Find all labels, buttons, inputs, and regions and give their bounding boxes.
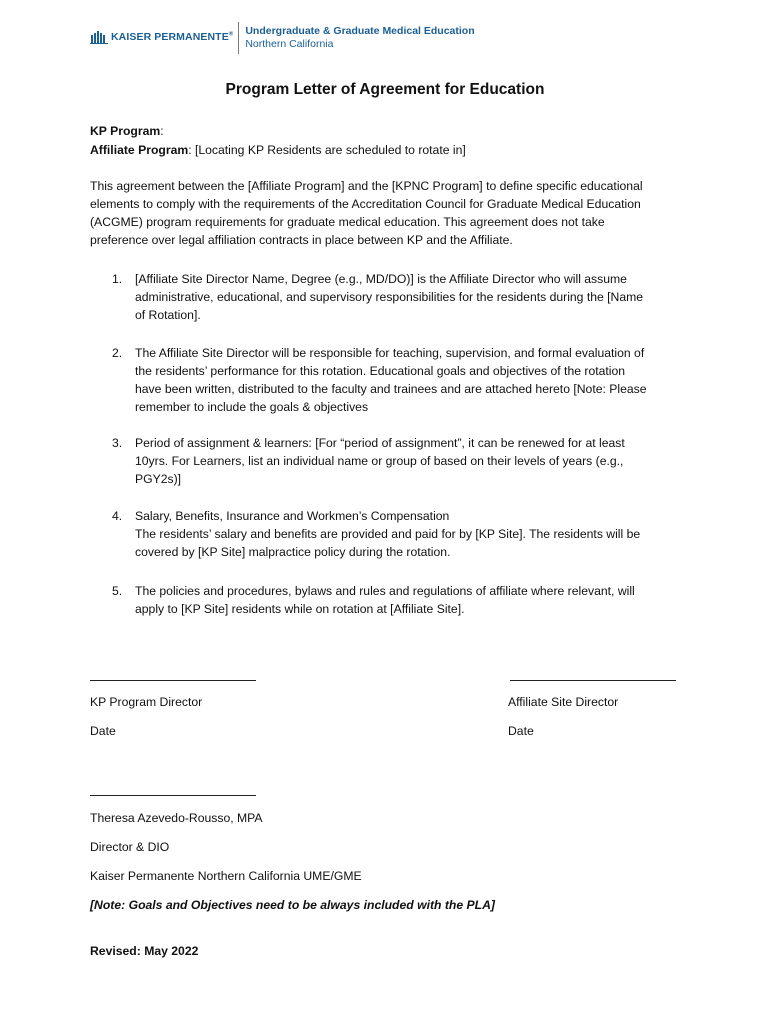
kp-director-signature-line — [90, 680, 256, 681]
dio-organization: Kaiser Permanente Northern California UME/GME — [90, 869, 362, 883]
kp-logo — [90, 30, 233, 44]
kp-program-label: KP Program — [90, 124, 161, 138]
affiliate-director-signature-line — [510, 680, 676, 681]
revised-date: Revised: May 2022 — [90, 944, 199, 958]
dio-name: Theresa Azevedo-Rousso, MPA — [90, 811, 263, 825]
kp-sunburst-icon — [90, 30, 108, 44]
affiliate-director-date-label: Date — [508, 724, 534, 738]
kp-program-field: KP Program: — [90, 124, 164, 138]
affiliate-program-label: Affiliate Program — [90, 143, 189, 157]
kp-director-title: KP Program Director — [90, 695, 203, 709]
dept-name: Undergraduate & Graduate Medical Education — [245, 25, 475, 37]
kp-director-date-label: Date — [90, 724, 116, 738]
affiliate-program-field — [90, 141, 466, 159]
dio-signature-line — [90, 795, 256, 796]
goals-note: [Note: Goals and Objectives need to be always included with the PLA] — [90, 898, 495, 912]
kp-wordmark: KAISER PERMANENTE® — [111, 31, 234, 43]
header-divider — [238, 22, 239, 54]
letterhead — [90, 22, 475, 56]
affiliate-director-title: Affiliate Site Director — [508, 695, 619, 709]
document-title: Program Letter of Agreement for Education — [225, 81, 545, 98]
affiliate-program-value: : [Locating KP Residents are scheduled to rotate in] — [188, 143, 466, 157]
dept-region: Northern California — [245, 38, 334, 50]
dio-title: Director & DIO — [90, 840, 170, 854]
